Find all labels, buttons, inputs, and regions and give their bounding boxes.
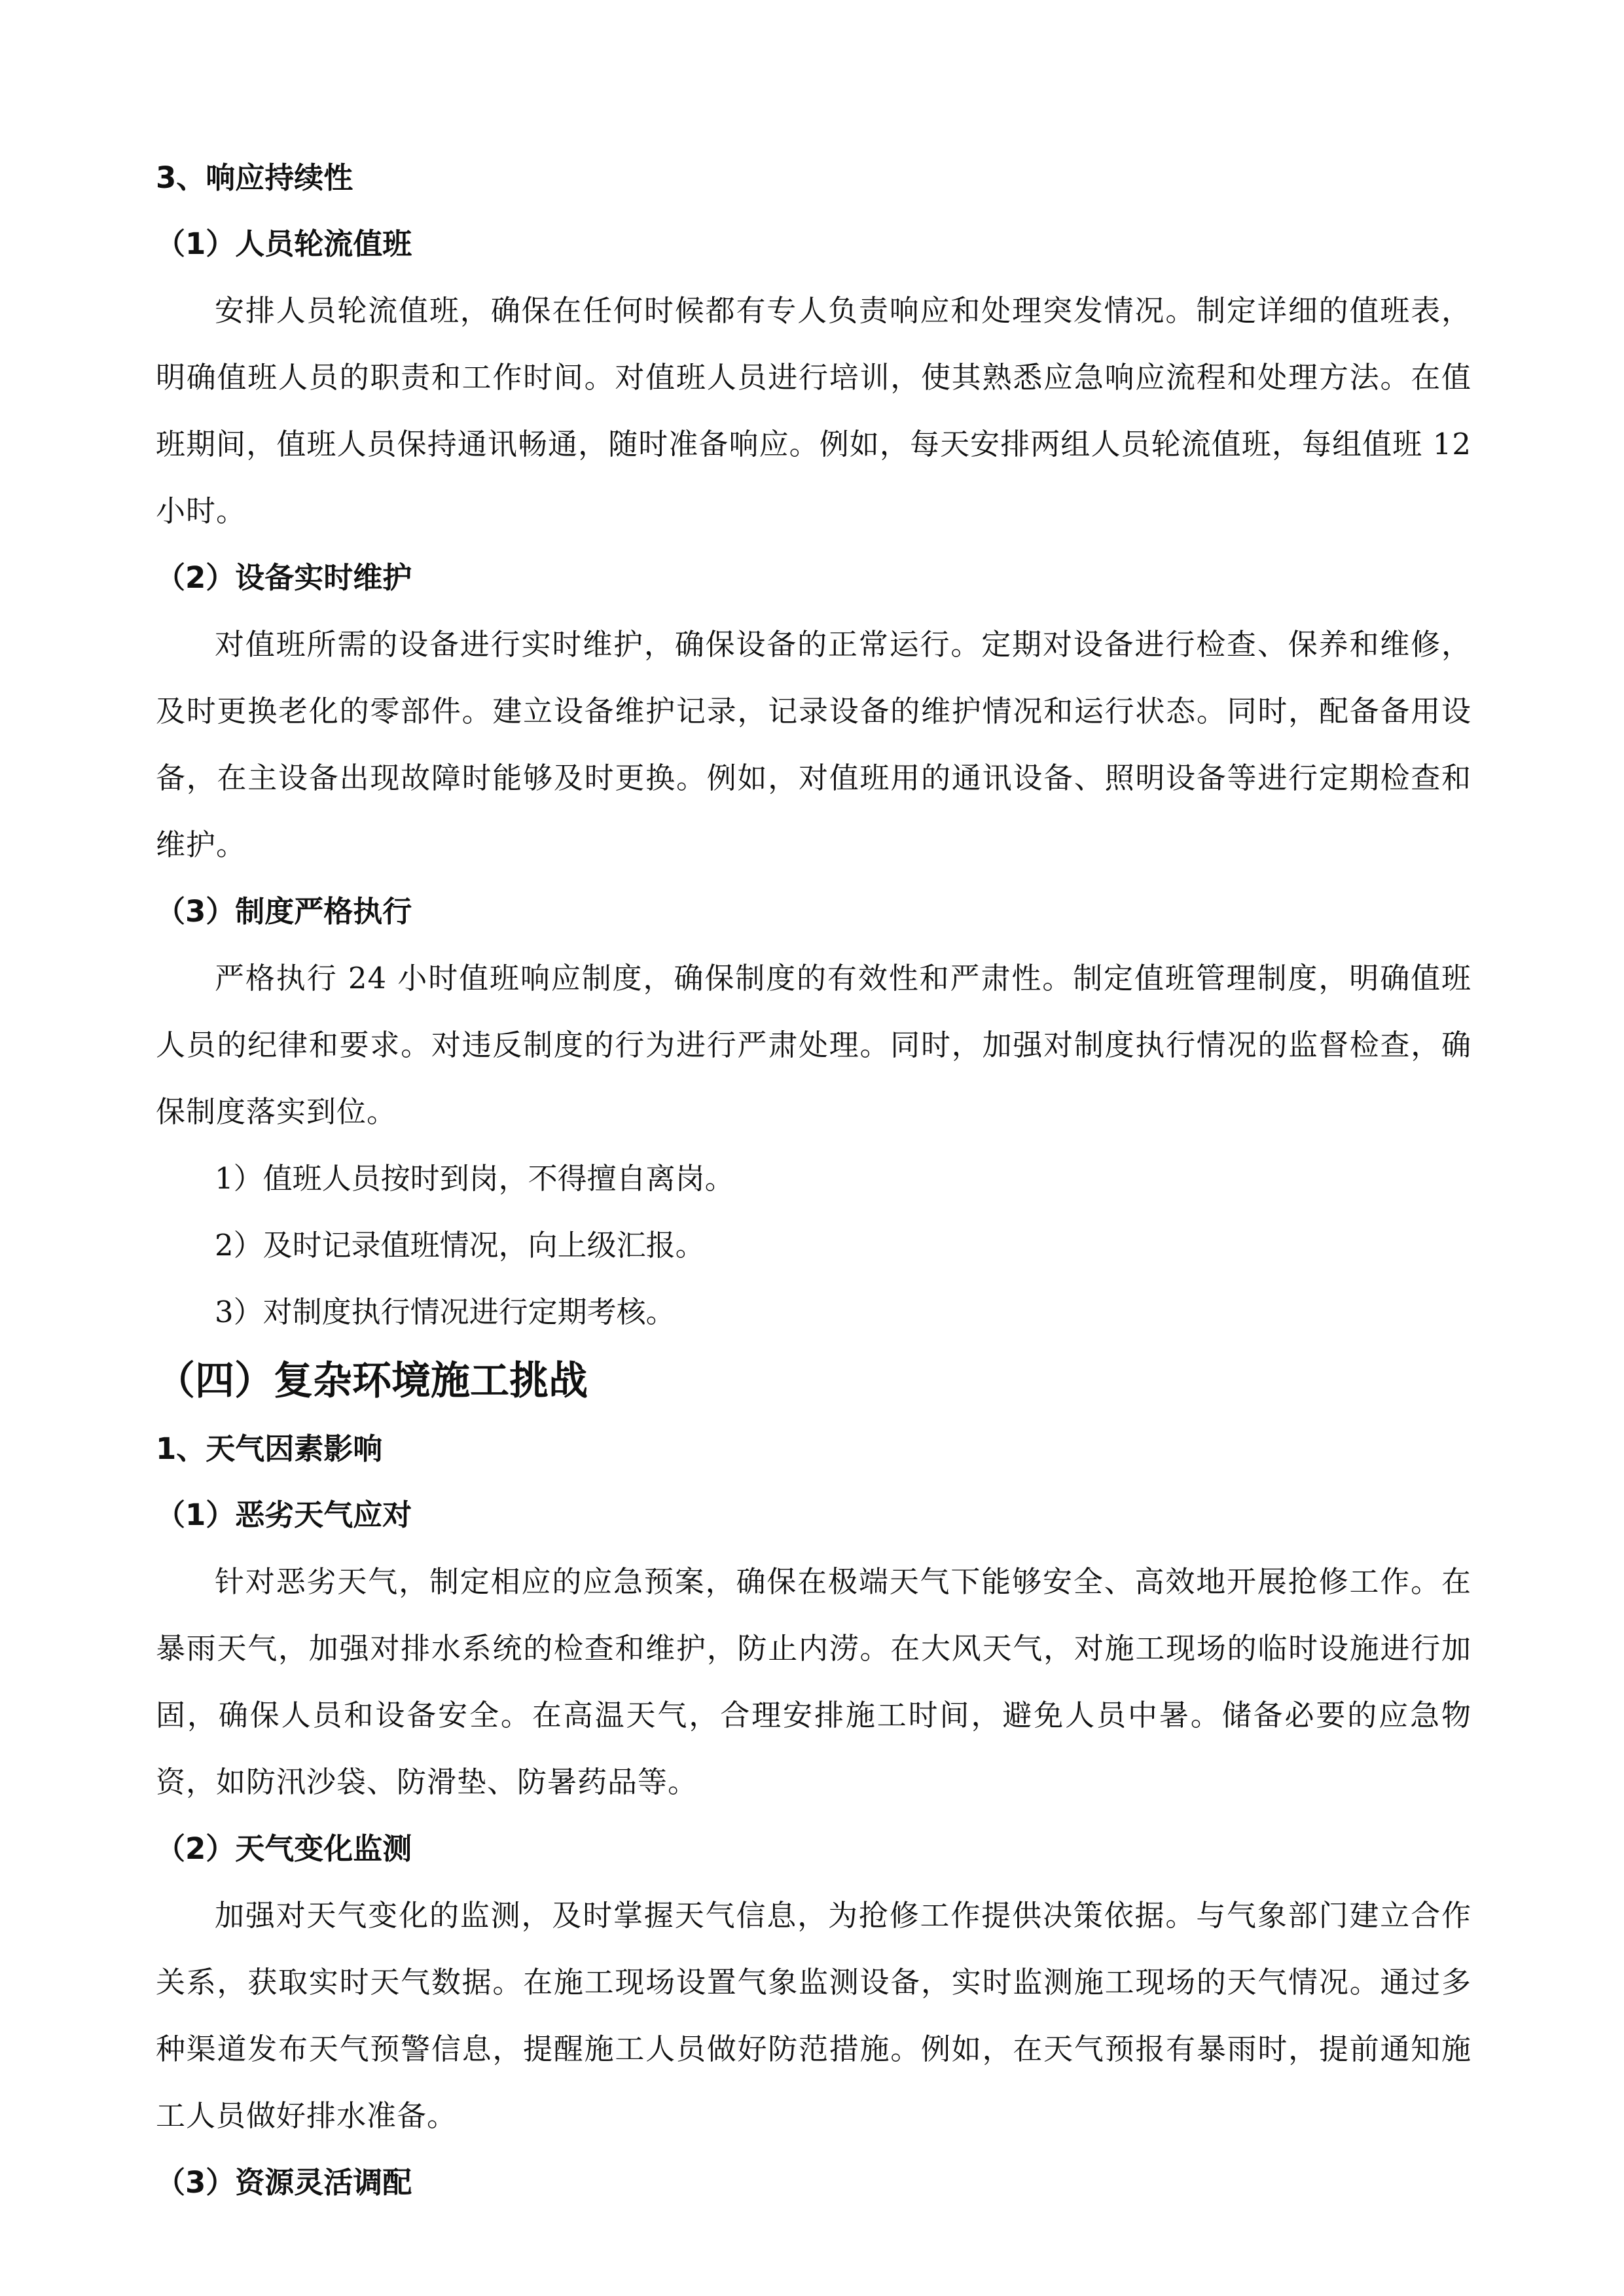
document-body: [156, 145, 1471, 2216]
list-item: 1）值班人员按时到岗，不得擅自离岗。: [215, 1161, 734, 1196]
paragraph-weather-monitoring: 加强对天气变化的监测，及时掌握天气信息，为抢修工作提供决策依据。与气象部门建立合作关系，获取实时天气数据。在施工现场设置气象监测设备，实时监测施工现场的天气情况。通过多种渠道发布天气预警信息，提醒施工人员做好防范措施。例如，在天气预报有暴雨时，提前通知施工人员做好排水准备。: [156, 1898, 1471, 2133]
list-item: 2）及时记录值班情况，向上级汇报。: [215, 1228, 705, 1263]
subheading-equipment-maintenance: （2）设备实时维护: [156, 560, 412, 595]
paragraph-strict-enforcement: 严格执行 24 小时值班响应制度，确保制度的有效性和严肃性。制定值班管理制度，明确值班人员的纪律和要求。对违反制度的行为进行严肃处理。同时，加强对制度执行情况的监督检查，确保制度落实到位。: [156, 961, 1471, 1129]
paragraph-equipment-maintenance: 对值班所需的设备进行实时维护，确保设备的正常运行。定期对设备进行检查、保养和维修，及时更换老化的零部件。建立设备维护记录，记录设备的维护情况和运行状态。同时，配备备用设备，在主设备出现故障时能够及时更换。例如，对值班用的通讯设备、照明设备等进行定期检查和维护。: [156, 627, 1471, 862]
paragraph-severe-weather: 针对恶劣天气，制定相应的应急预案，确保在极端天气下能够安全、高效地开展抢修工作。在暴雨天气，加强对排水系统的检查和维护，防止内涝。在大风天气，对施工现场的临时设施进行加固，确保人员和设备安全。在高温天气，合理安排施工时间，避免人员中暑。储备必要的应急物资，如防汛沙袋、防滑垫、防暑药品等。: [156, 1564, 1471, 1799]
section-heading-weather-factors: 1、天气因素影响: [156, 1431, 383, 1466]
subheading-strict-enforcement: （3）制度严格执行: [156, 894, 412, 929]
subheading-resource-allocation: （3）资源灵活调配: [156, 2165, 412, 2200]
list-item: 3）对制度执行情况进行定期考核。: [215, 1295, 676, 1329]
section-heading-response-continuity: 3、响应持续性: [156, 160, 353, 195]
subheading-severe-weather: （1）恶劣天气应对: [156, 1498, 412, 1532]
paragraph-staff-rotation: 安排人员轮流值班，确保在任何时候都有专人负责响应和处理突发情况。制定详细的值班表，明确值班人员的职责和工作时间。对值班人员进行培训，使其熟悉应急响应流程和处理方法。在值班期间，值班人员保持通讯畅通，随时准备响应。例如，每天安排两组人员轮流值班，每组值班 12 小时。: [156, 293, 1471, 528]
subheading-staff-rotation: （1）人员轮流值班: [156, 226, 412, 261]
part-heading-complex-environment: （四）复杂环境施工挑战: [156, 1358, 588, 1404]
subheading-weather-monitoring: （2）天气变化监测: [156, 1831, 412, 1866]
